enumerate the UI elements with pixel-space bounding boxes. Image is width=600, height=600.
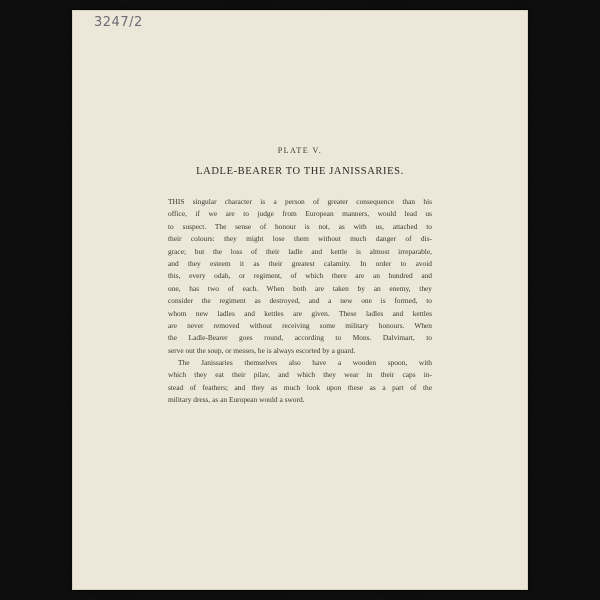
paragraph-2 — [168, 357, 432, 407]
text-line: military dress, as an European would a sword. — [168, 395, 305, 405]
text-line: consider the regiment as destroyed, and a new one is formed, to — [168, 296, 432, 306]
plate-title: LADLE-BEARER TO THE JANISSARIES. — [196, 166, 404, 177]
text-line: whom new ladles and kettles are given. These ladles and kettles — [168, 308, 432, 318]
text-line: and they esteem it as their greatest calamity. In order to avoid — [168, 258, 432, 268]
text-line: which they eat their pilav, and which they wear in their caps in- — [168, 370, 432, 380]
text-line: stead of feathers; and they as much look upon these as a part of the — [168, 382, 432, 392]
handwritten-annotation: 3247/2 — [94, 15, 143, 30]
text-line: THIS singular character is a person of greater consequence than his — [168, 197, 432, 206]
text-line: The Janissaries themselves also have a wooden spoon, with — [178, 358, 432, 368]
plate-number: PLATE V. — [277, 146, 323, 155]
text-line: to suspect. The sense of honour is not, as with us, attached to — [168, 221, 432, 231]
text-line: grace; but the loss of their ladle and kettle is almost irreparable, — [168, 246, 432, 256]
text-line: office, if we are to judge from European manners, would lead us — [168, 209, 432, 219]
text-line: the Ladle-Bearer goes round, according to Mons. Dalvimart, to — [168, 333, 432, 343]
body-text — [168, 196, 432, 407]
text-line: serve out the soup, or messes, he is always escorted by a guard. — [168, 345, 356, 355]
text-line: their colours: they might lose them without much danger of dis- — [168, 234, 432, 244]
text-line: this, every odah, or regiment, of which there are an hundred and — [168, 271, 432, 281]
paragraph-1 — [168, 196, 432, 357]
text-line: one, has two of each. When both are taken by an enemy, they — [168, 283, 432, 293]
text-line: are never removed without receiving some military honours. When — [168, 320, 432, 330]
